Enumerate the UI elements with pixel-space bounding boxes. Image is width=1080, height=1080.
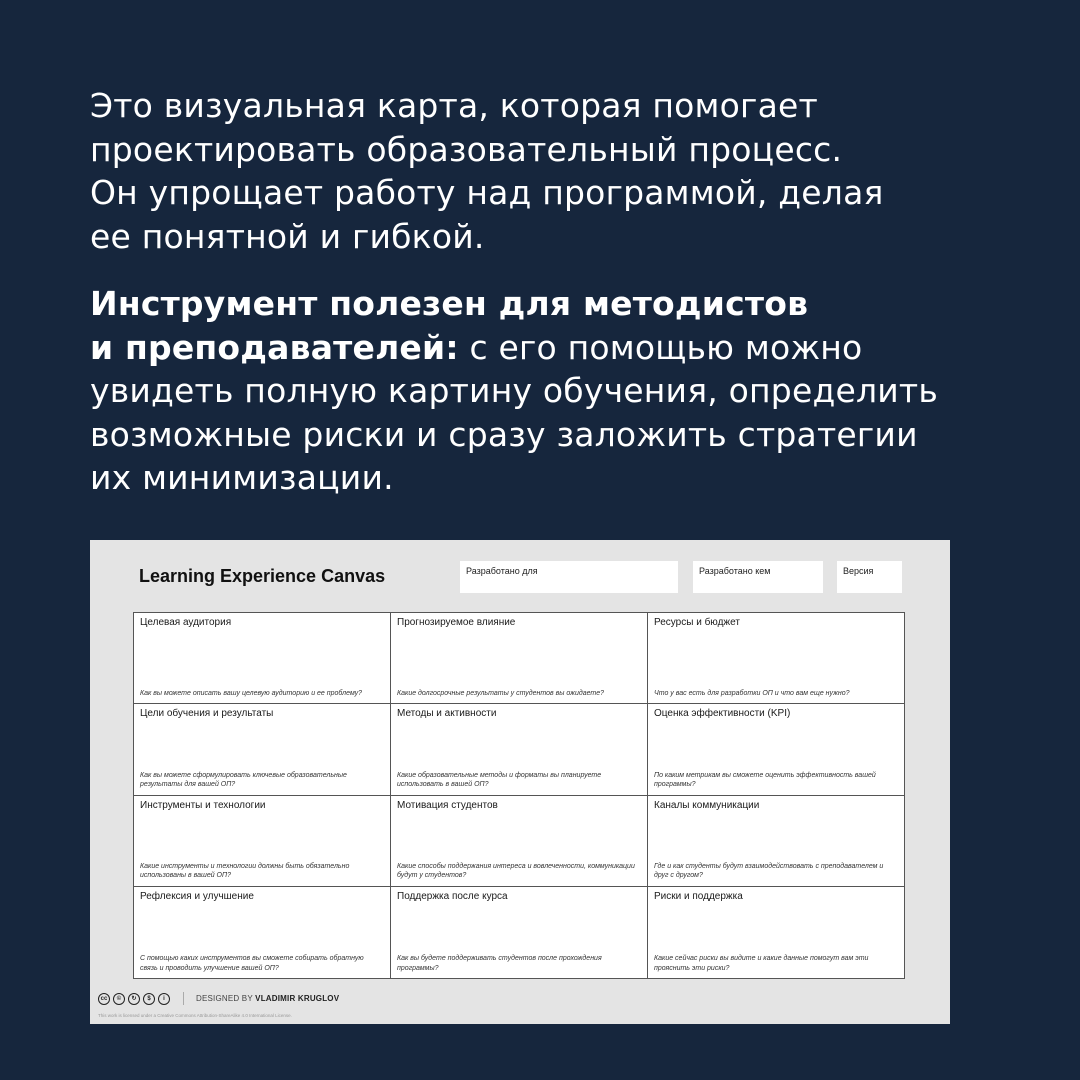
cell-tools-tech <box>134 796 391 887</box>
cell-title: Оценка эффективности (KPI) <box>654 708 791 720</box>
cell-title: Поддержка после курса <box>397 890 508 902</box>
intro-paragraph-1 <box>90 84 990 258</box>
designer-name: VLADIMIR KRUGLOV <box>255 994 340 1003</box>
cell-question: Что у вас есть для разработки ОП и что вам еще нужно? <box>654 689 850 697</box>
canvas-grid <box>133 612 905 979</box>
intro-line: проектировать образовательный процесс. <box>90 129 843 169</box>
intro-line: Это визуальная карта, которая помогает <box>90 86 818 125</box>
cell-question: Какие сейчас риски вы видите и какие данные помогут вам эти прояснить эти риски? <box>654 955 869 972</box>
canvas-title: Learning Experience Canvas <box>139 566 386 586</box>
cell-question: Где и как студенты будут взаимодействовать с преподавателем и друг с другом? <box>654 862 884 880</box>
cell-title: Каналы коммуникации <box>654 799 760 811</box>
version-field <box>837 561 902 593</box>
cell-post-course-support <box>391 887 648 978</box>
intro-line: Он упрощает работу над программой, делая <box>90 173 884 212</box>
developed-for-label: Разработано для <box>466 566 538 576</box>
cell-title: Риски и поддержка <box>654 890 743 902</box>
cell-title: Мотивация студентов <box>397 799 498 811</box>
cell-target-audience <box>134 613 391 704</box>
developed-for-field <box>460 561 678 593</box>
designed-by <box>196 994 339 1003</box>
designed-by-prefix: DESIGNED BY <box>196 994 256 1003</box>
license-text: This work is licensed under a Creative Commons Attribution-ShareAlike 4.0 International License. <box>98 1013 292 1018</box>
cc-icon: cc <box>98 993 110 1005</box>
intro-line: возможные риски и сразу заложить стратегии <box>90 414 918 454</box>
cell-question: С помощью каких инструментов вы сможете собирать обратную связь и проводить улучшение вашей ОП? <box>140 955 364 972</box>
cell-question: Как вы будете поддерживать студентов после прохождения программы? <box>397 955 602 972</box>
cell-methods-activities <box>391 704 648 795</box>
cell-student-motivation <box>391 796 648 887</box>
intro-line: ее понятной и гибкой. <box>90 216 485 256</box>
cell-resources-budget <box>648 613 904 704</box>
sa-icon: ↻ <box>128 993 140 1005</box>
cell-predicted-impact <box>391 613 648 704</box>
intro-paragraph-2 <box>90 282 990 500</box>
intro-line: их минимизации. <box>90 458 394 497</box>
intro-line: с его помощью можно <box>458 327 863 367</box>
intro-text <box>90 84 990 500</box>
cell-title: Ресурсы и бюджет <box>654 617 740 628</box>
attribution-icon: i <box>158 993 170 1005</box>
cell-title: Инструменты и технологии <box>140 799 266 811</box>
intro-bold-line: и преподавателей: <box>90 327 459 367</box>
cell-title: Целевая аудитория <box>140 617 232 628</box>
cell-question: Как вы можете сформулировать ключевые образовательные результаты для вашей ОП? <box>140 771 347 788</box>
cell-question: Какие долгосрочные результаты у студентов вы ожидаете? <box>397 689 605 697</box>
cell-question: Какие инструменты и технологии должны быть обязательно использованы в вашей ОП? <box>140 862 350 880</box>
by-icon: © <box>113 993 125 1005</box>
cell-question: Какие способы поддержания интереса и вовлеченности, коммуникации будут у студентов? <box>397 862 635 880</box>
cell-title: Прогнозируемое влияние <box>397 617 516 628</box>
footer-divider <box>183 992 184 1005</box>
learning-experience-canvas <box>90 540 950 1024</box>
cell-risks-support <box>648 887 904 978</box>
cell-title: Рефлексия и улучшение <box>140 890 254 902</box>
developed-by-field <box>693 561 823 593</box>
cell-question: Как вы можете описать вашу целевую аудиторию и ее проблему? <box>140 689 363 697</box>
intro-bold-line: Инструмент полезен для методистов <box>90 284 809 323</box>
license-icons <box>98 993 170 1005</box>
cell-title: Цели обучения и результаты <box>140 708 274 720</box>
intro-line: увидеть полную картину обучения, определить <box>90 371 938 410</box>
cell-kpi <box>648 704 904 795</box>
developed-by-label: Разработано кем <box>699 566 771 576</box>
cell-communication-channels <box>648 796 904 887</box>
cell-reflection <box>134 887 391 978</box>
cell-question: По каким метрикам вы сможете оценить эффективность вашей программы? <box>654 771 876 788</box>
canvas-footer <box>98 992 339 1005</box>
cell-learning-goals <box>134 704 391 795</box>
cell-title: Методы и активности <box>397 708 497 720</box>
nc-icon: $ <box>143 993 155 1005</box>
cell-question: Какие образовательные методы и форматы вы планируете использовать в вашей ОП? <box>397 771 602 788</box>
version-label: Версия <box>843 566 874 576</box>
